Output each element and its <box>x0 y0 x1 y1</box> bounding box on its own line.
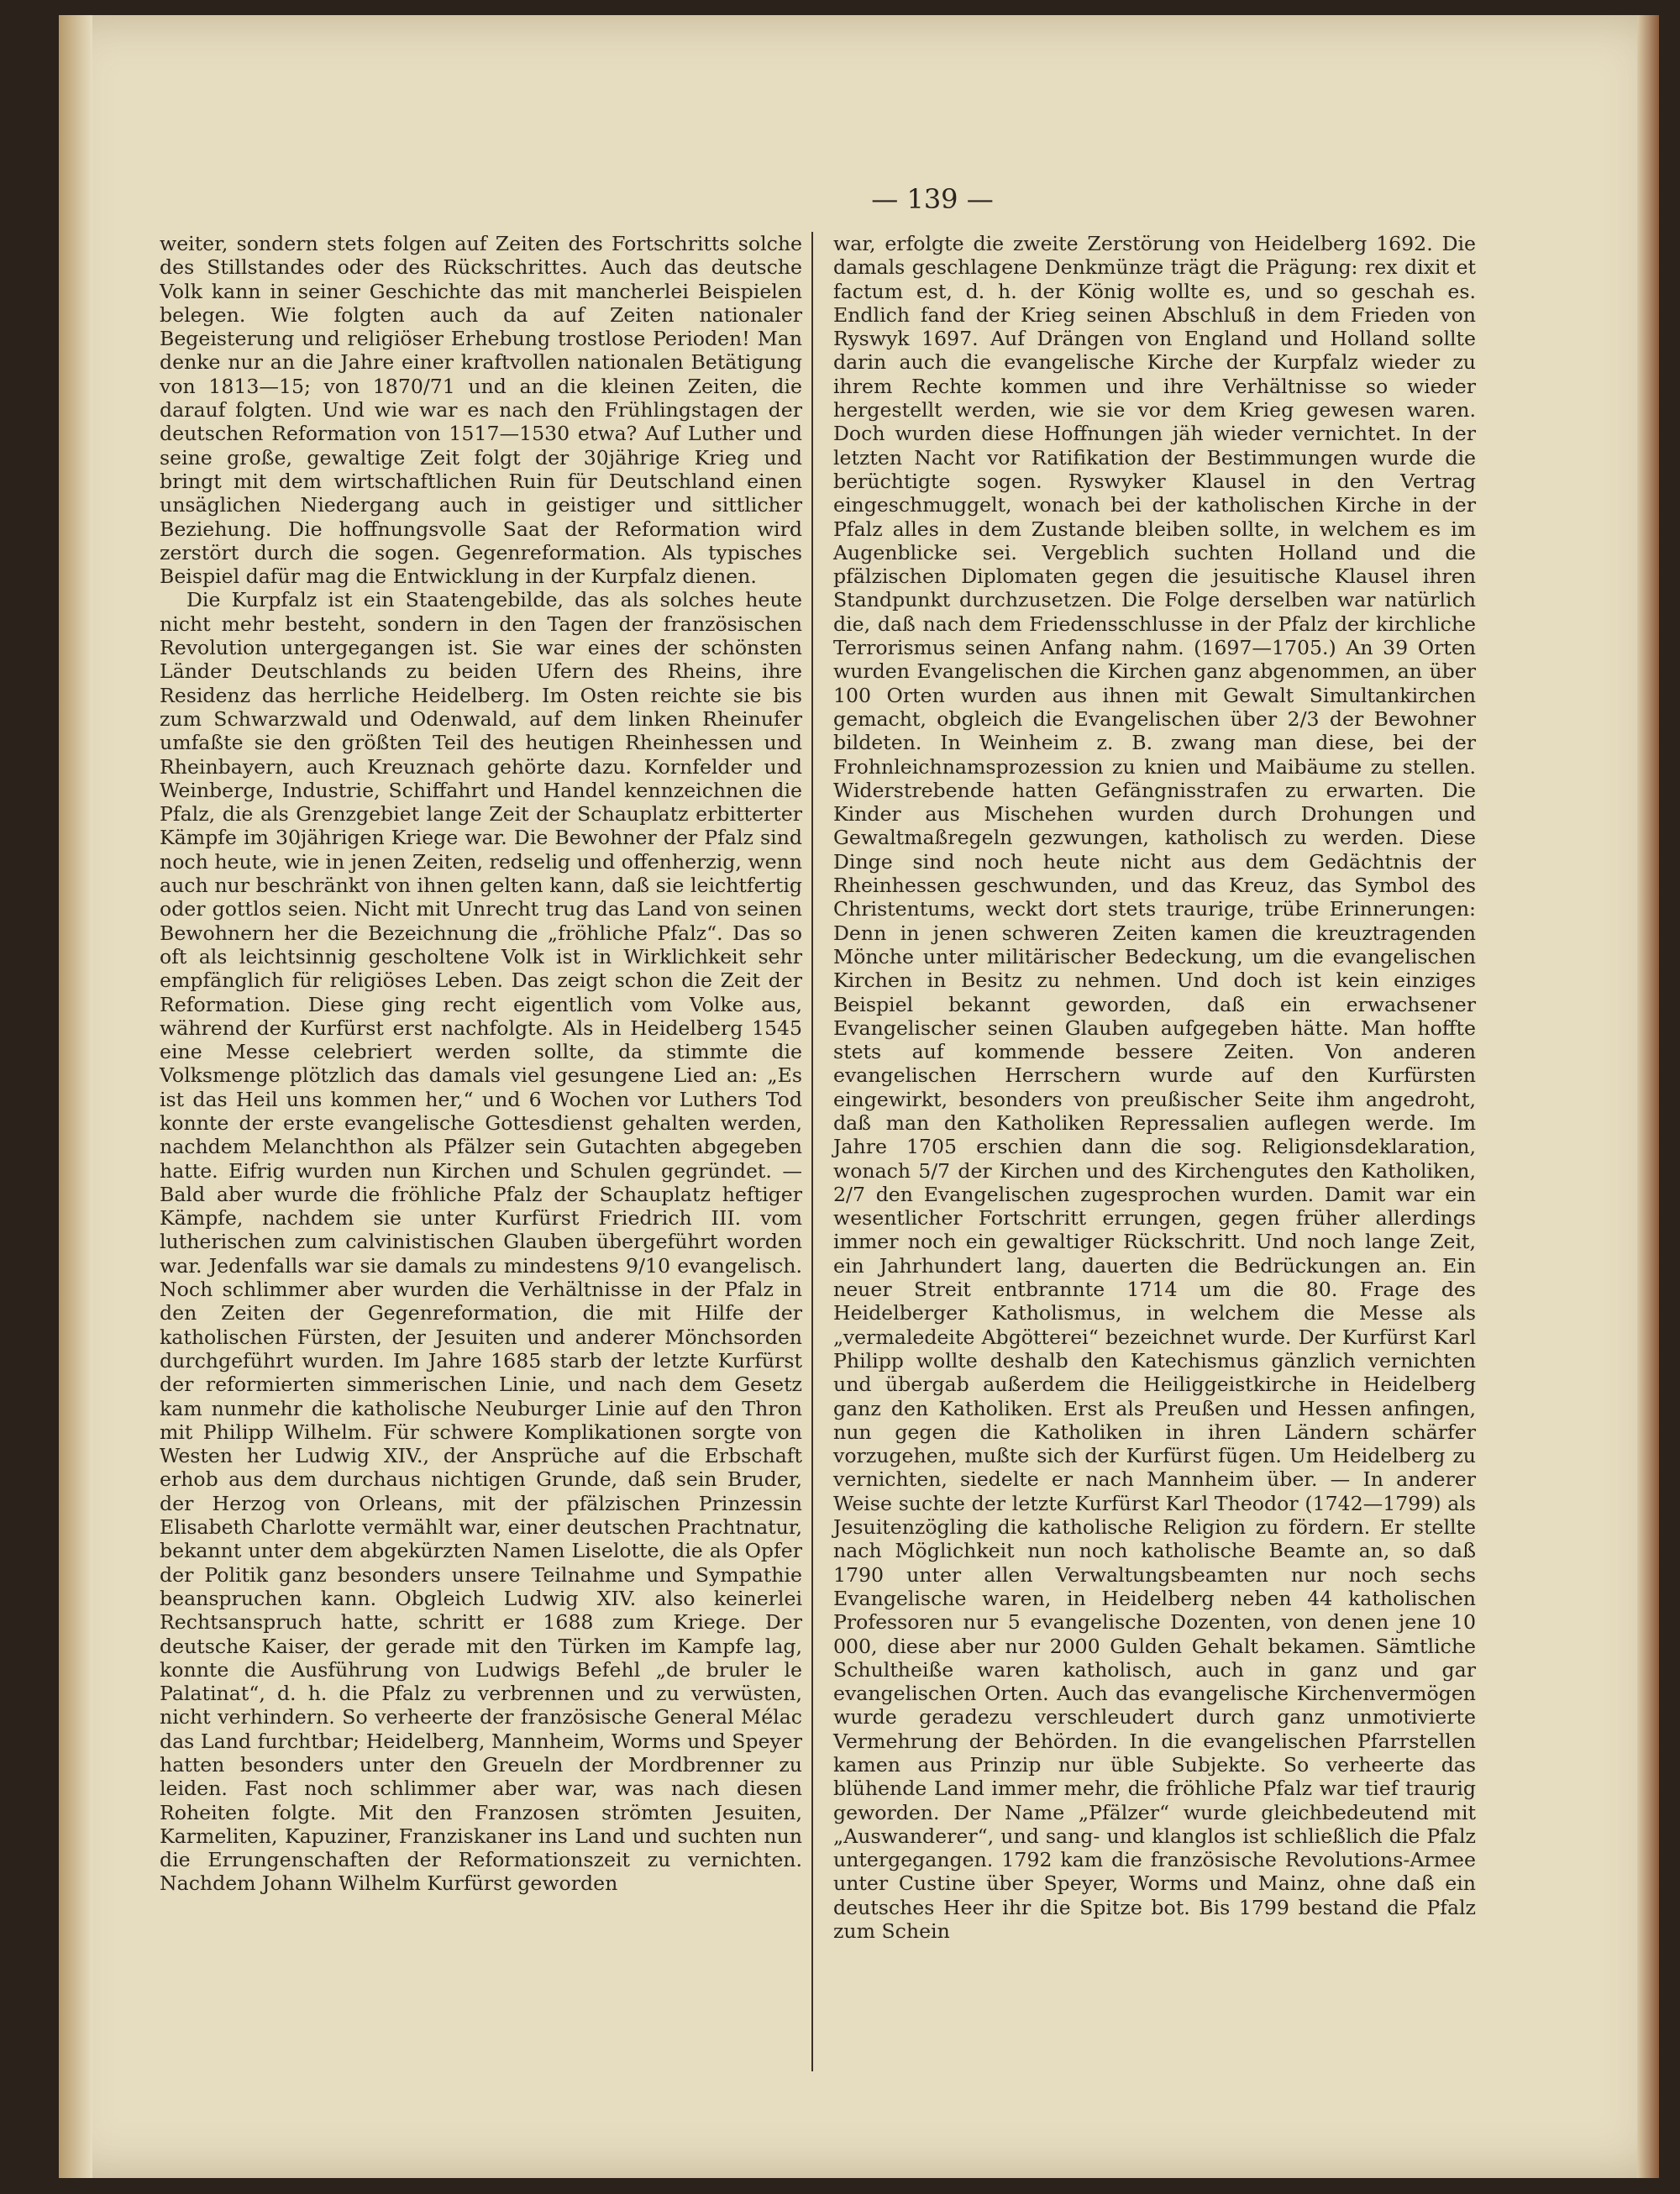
page-edge <box>1637 15 1659 2178</box>
right-column <box>833 232 1476 1943</box>
page-number: — 139 — <box>871 183 994 215</box>
page-binding-shadow <box>59 15 92 2178</box>
left-paragraph-1: weiter, sondern stets folgen auf Zeiten des Fortschritts solche des Stillstandes oder des Rückschrittes. Auch das deutsche Volk kann in seiner Geschichte das mit mancherlei Beispielen belegen. Wie folgten auch da auf Zeiten nationaler Begeisterung und religiöser Erhebung trostlose Perioden! Man denke nur an die Jahre einer kraftvollen nationalen Betätigung von 1813—15; von 1870/71 und an die kleinen Zeiten, die darauf folgten. Und wie war es nach den Frühlingstagen der deutschen Reformation von 1517—1530 etwa? Auf Luther und seine große, gewaltige Zeit folgt der 30jährige Krieg und bringt mit dem wirtschaftlichen Ruin für Deutschland einen unsäglichen Niedergang auch in geistiger und sittlicher Beziehung. Die hoffnungsvolle Saat der Reformation wird zerstört durch die sogen. Gegenreformation. Als typisches Beispiel dafür mag die Entwicklung in der Kurpfalz dienen. <box>160 232 802 589</box>
left-paragraph-2: Die Kurpfalz ist ein Staatengebilde, das als solches heute nicht mehr besteht, sondern in den Tagen der französischen Revolution untergegangen ist. Sie war eines der schönsten Länder Deutschlands zu beiden Ufern des Rheins, ihre Residenz das herrliche Heidelberg. Im Osten reichte sie bis zum Schwarzwald und Odenwald, auf dem linken Rheinufer umfaßte sie den größten Teil des heutigen Rheinhessen und Rheinbayern, auch Kreuznach gehörte dazu. Kornfelder und Weinberge, Industrie, Schiffahrt und Handel kennzeichnen die Pfalz, die als Grenzgebiet lange Zeit der Schauplatz erbitterter Kämpfe im 30jährigen Kriege war. Die Bewohner der Pfalz sind noch heute, wie in jenen Zeiten, redselig und offenherzig, wenn auch nur beschränkt von ihnen gelten kann, daß sie leichtfertig oder gottlos seien. Nicht mit Unrecht trug das Land von seinen Bewohnern her die Bezeichnung die „fröhliche Pfalz“. Das so oft als leichtsinnig gescholtene Volk ist in Wirklichkeit sehr empfänglich für religiöses Leben. Das zeigt schon die Zeit der Reformation. Diese ging recht eigentlich vom Volke aus, während der Kurfürst erst nachfolgte. Als in Heidelberg 1545 eine Messe celebriert werden sollte, da stimmte die Volksmenge plötzlich das damals viel gesungene Lied an: „Es ist das Heil uns kommen her,“ und 6 Wochen vor Luthers Tod konnte der erste evangelische Gottesdienst gehalten werden, nachdem Melanchthon als Pfälzer sein Gutachten abgegeben hatte. Eifrig wurden nun Kirchen und Schulen gegründet. — Bald aber wurde die fröhliche Pfalz der Schauplatz heftiger Kämpfe, nachdem sie unter Kurfürst Friedrich III. vom lutherischen zum calvinistischen Glauben übergeführt worden war. Jedenfalls war sie damals zu mindestens 9/10 evangelisch. Noch schlimmer aber wurden die Verhältnisse in der Pfalz in den Zeiten der Gegenreformation, die mit Hilfe der katholischen Fürsten, der Jesuiten und anderer Mönchsorden durchgeführt wurden. Im Jahre 1685 starb der letzte Kurfürst der reformierten simmerischen Linie, und nach dem Gesetz kam nunmehr die katholische Neuburger Linie auf den Thron mit Philipp Wilhelm. Für schwere Komplikationen sorgte von Westen her Ludwig XIV., der Ansprüche auf die Erbschaft erhob aus dem durchaus nichtigen Grunde, daß sein Bruder, der Herzog von Orleans, mit der pfälzischen Prinzessin Elisabeth Charlotte vermählt war, einer deutschen Prachtnatur, bekannt unter dem abgekürzten Namen Liselotte, die als Opfer der Politik ganz besonders unsere Teilnahme und Sympathie beanspruchen kann. Obgleich Ludwig XIV. also keinerlei Rechtsanspruch hatte, schritt er 1688 zum Kriege. Der deutsche Kaiser, der gerade mit den Türken im Kampfe lag, konnte die Ausführung von Ludwigs Befehl „de bruler le Palatinat“, d. h. die Pfalz zu verbrennen und zu verwüsten, nicht verhindern. So verheerte der französische General Mélac das Land furchtbar; Heidelberg, Mannheim, Worms und Speyer hatten besonders unter den Greueln der Mordbrenner zu leiden. Fast noch schlimmer aber war, was nach diesen Roheiten folgte. Mit den Franzosen strömten Jesuiten, Karmeliten, Kapuziner, Franziskaner ins Land und suchten nun die Errungenschaften der Reformationszeit zu vernichten. Nachdem Johann Wilhelm Kurfürst geworden <box>160 588 802 1896</box>
right-paragraph-1: war, erfolgte die zweite Zerstörung von Heidelberg 1692. Die damals geschlagene Denkmünze trägt die Prägung: rex dixit et factum est, d. h. der König wollte es, und so geschah es. Endlich fand der Krieg seinen Abschluß in dem Frieden von Ryswyk 1697. Auf Drängen von England und Holland sollte darin auch die evangelische Kirche der Kurpfalz wieder zu ihrem Rechte kommen und ihre Verhältnisse so wieder hergestellt werden, wie sie vor dem Krieg gewesen waren. Doch wurden diese Hoffnungen jäh wieder vernichtet. In der letzten Nacht vor Ratifikation der Bestimmungen wurde die berüchtigte sogen. Ryswyker Klausel in den Vertrag eingeschmuggelt, wonach bei der katholischen Kirche in der Pfalz alles in dem Zustande bleiben sollte, in welchem es im Augenblicke sei. Vergeblich suchten Holland und die pfälzischen Diplomaten gegen die jesuitische Klausel ihren Standpunkt durchzusetzen. Die Folge derselben war natürlich die, daß nach dem Friedensschlusse in der Pfalz der kirchliche Terrorismus seinen Anfang nahm. (1697—1705.) An 39 Orten wurden Evangelischen die Kirchen ganz abgenommen, an über 100 Orten wurden aus ihnen mit Gewalt Simultankirchen gemacht, obgleich die Evangelischen über 2/3 der Bewohner bildeten. In Weinheim z. B. zwang man diese, bei der Frohnleichnamsprozession zu knien und Maibäume zu stellen. Widerstrebende hatten Gefängnisstrafen zu erwarten. Die Kinder aus Mischehen wurden durch Drohungen und Gewaltmaßregeln gezwungen, katholisch zu werden. Diese Dinge sind noch heute nicht aus dem Gedächtnis der Rheinhessen geschwunden, und das Kreuz, das Symbol des Christentums, weckt dort stets traurige, trübe Erinnerungen: Denn in jenen schweren Zeiten kamen die kreuztragenden Mönche unter militärischer Bedeckung, um die evangelischen Kirchen in Besitz zu nehmen. Und doch ist kein einziges Beispiel bekannt geworden, daß ein erwachsener Evangelischer seinen Glauben aufgegeben hätte. Man hoffte stets auf kommende bessere Zeiten. Von anderen evangelischen Herrschern wurde auf den Kurfürsten eingewirkt, besonders von preußischer Seite ihm angedroht, daß man den Katholiken Repressalien auflegen werde. Im Jahre 1705 erschien dann die sog. Religionsdeklaration, wonach 5/7 der Kirchen und des Kirchengutes den Katholiken, 2/7 den Evangelischen zugesprochen wurden. Damit war ein wesentlicher Fortschritt errungen, gegen früher allerdings immer noch ein gewaltiger Rückschritt. Und noch lange Zeit, ein Jahrhundert lang, dauerten die Bedrückungen an. Ein neuer Streit entbrannte 1714 um die 80. Frage des Heidelberger Katholismus, in welchem die Messe als „vermaledeite Abgötterei“ bezeichnet wurde. Der Kurfürst Karl Philipp wollte deshalb den Katechismus gänzlich vernichten und übergab außerdem die Heiliggeistkirche in Heidelberg ganz den Katholiken. Erst als Preußen und Hessen anfingen, nun gegen die Katholiken in ihren Ländern schärfer vorzugehen, mußte sich der Kurfürst fügen. Um Heidelberg zu vernichten, siedelte er nach Mannheim über. — In anderer Weise suchte der letzte Kurfürst Karl Theodor (1742—1799) als Jesuitenzögling die katholische Religion zu fördern. Er stellte nach Möglichkeit nun noch katholische Beamte an, so daß 1790 unter allen Verwaltungsbeamten nur noch sechs Evangelische waren, in Heidelberg neben 44 katholischen Professoren nur 5 evangelische Dozenten, von denen jene 10 000, diese aber nur 2000 Gulden Gehalt bekamen. Sämtliche Schultheiße waren katholisch, auch in ganz und gar evangelischen Orten. Auch das evangelische Kirchenvermögen wurde geradezu verschleudert durch ganz unmotivierte Vermehrung der Behörden. In die evangelischen Pfarrstellen kamen aus Prinzip nur üble Subjekte. So verheerte das blühende Land immer mehr, die fröhliche Pfalz war tief traurig geworden. Der Name „Pfälzer“ wurde gleichbedeutend mit „Auswanderer“, und sang- und klanglos ist schließlich die Pfalz untergegangen. 1792 kam die französische Revolutions-Armee unter Custine über Speyer, Worms und Mainz, ohne daß ein deutsches Heer ihr die Spitze bot. Bis 1799 bestand die Pfalz zum Schein <box>833 232 1476 1944</box>
column-divider <box>811 232 813 2071</box>
book-page <box>59 15 1659 2178</box>
left-column <box>160 232 802 1896</box>
